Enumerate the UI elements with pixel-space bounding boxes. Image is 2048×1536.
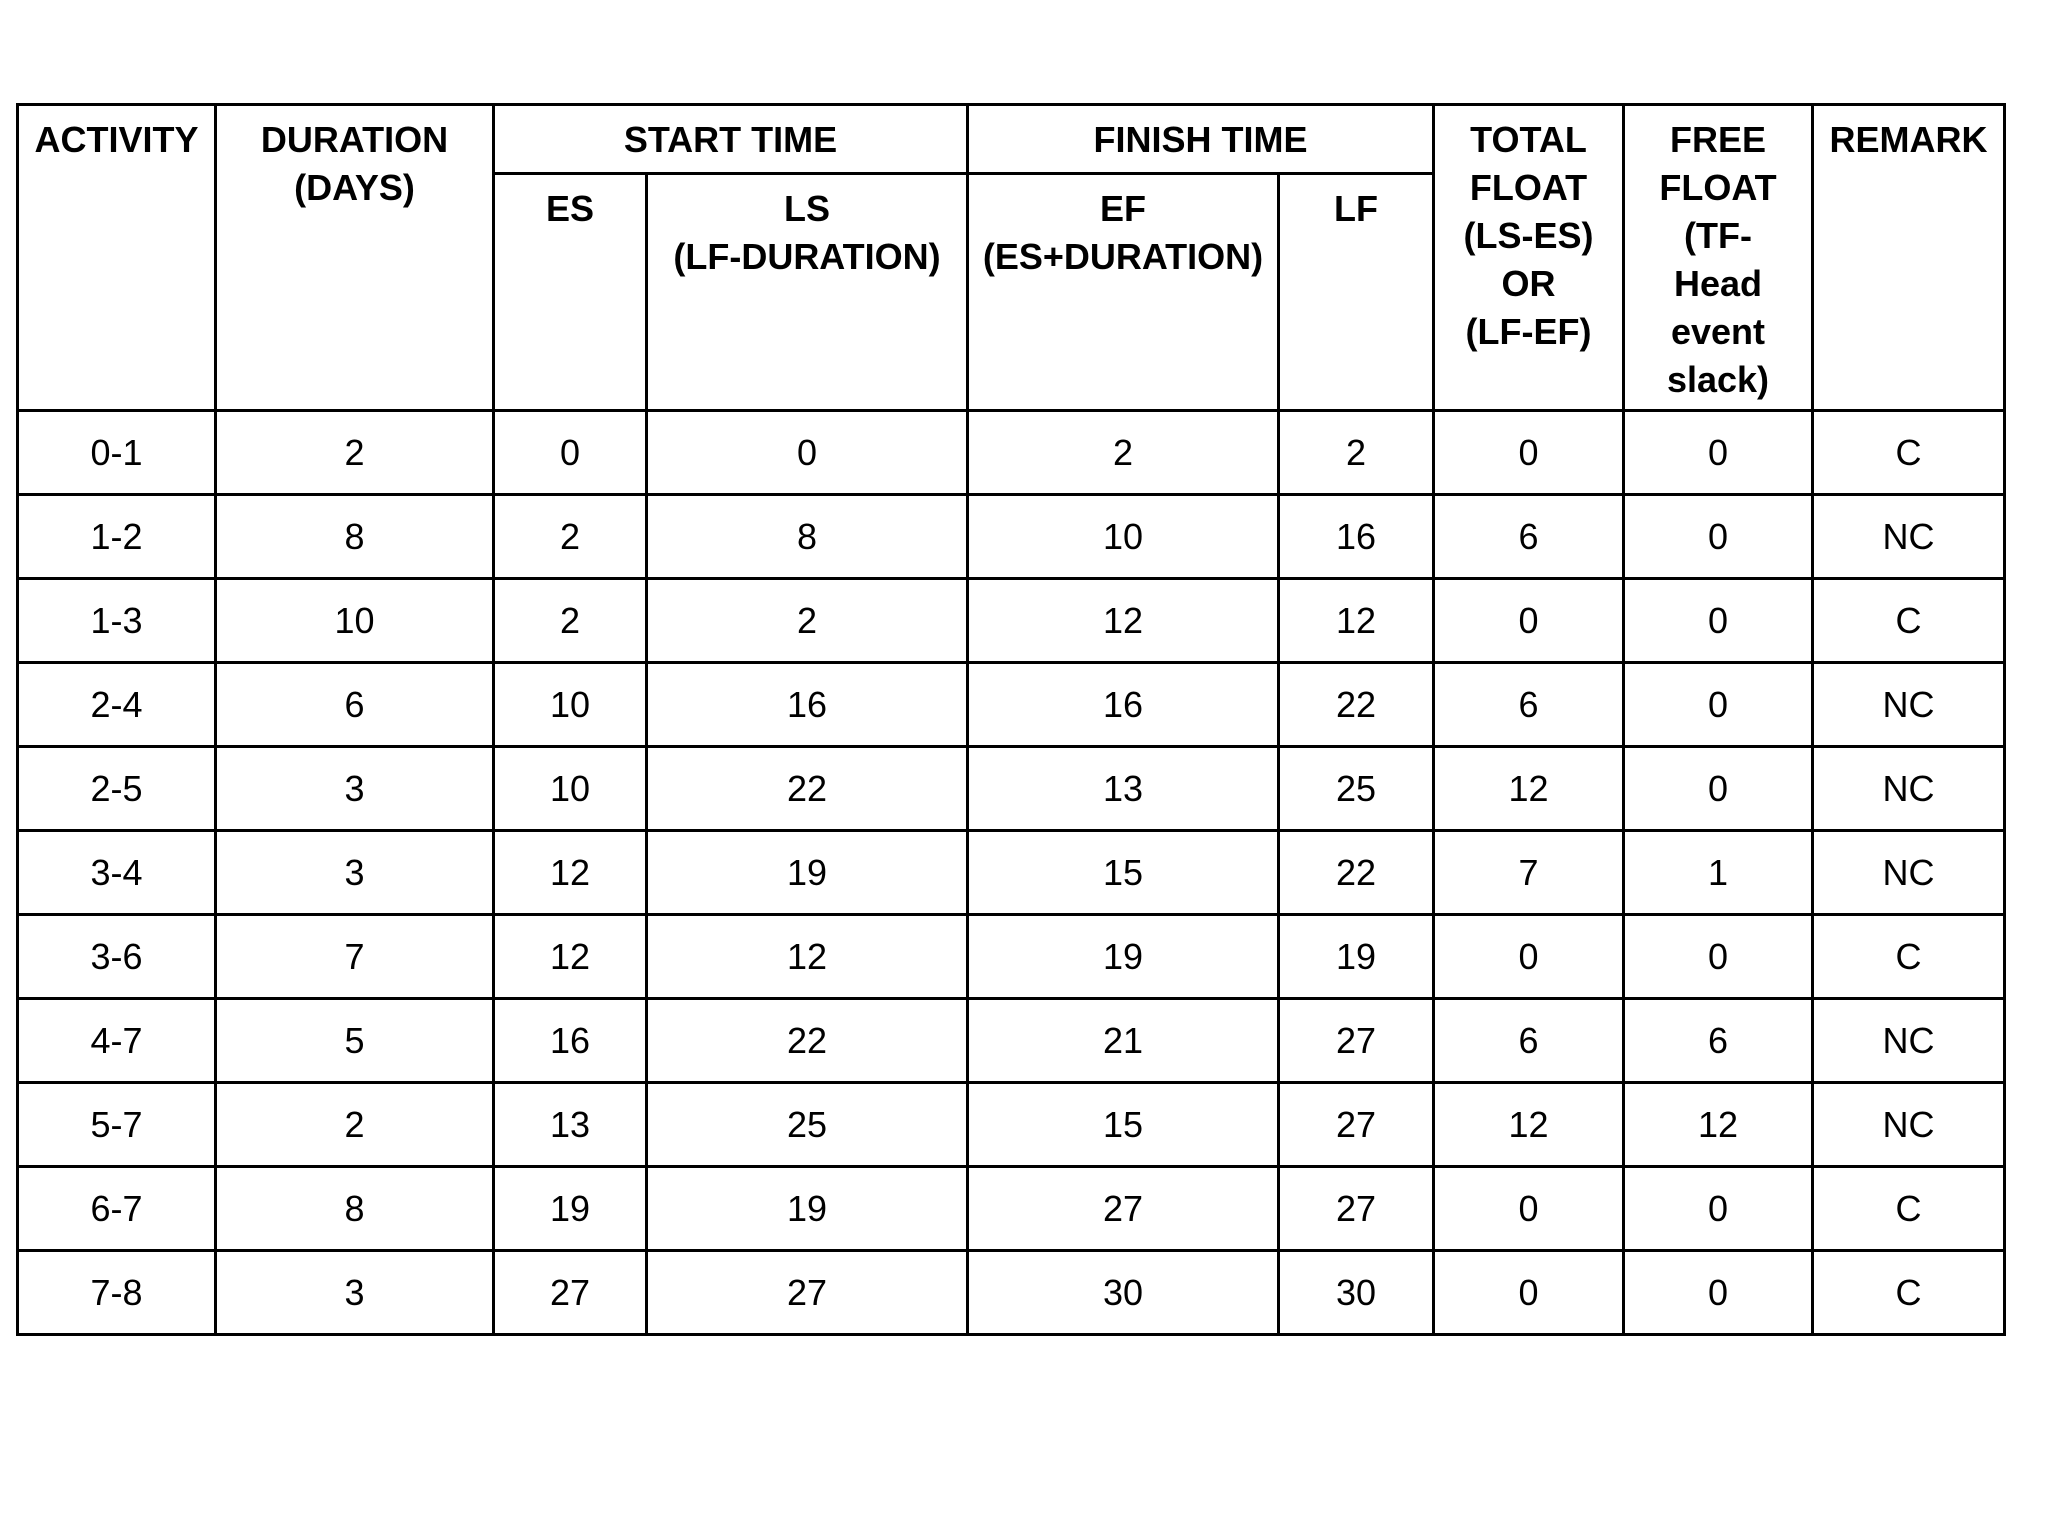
cell-remark: NC bbox=[1813, 999, 2005, 1083]
cell-remark: NC bbox=[1813, 1083, 2005, 1167]
cell-activity: 2-4 bbox=[18, 663, 216, 747]
header-duration: DURATION (DAYS) bbox=[216, 105, 494, 411]
cell-es: 10 bbox=[494, 663, 647, 747]
cell-ls: 19 bbox=[647, 1167, 968, 1251]
cell-free-float: 0 bbox=[1624, 411, 1813, 495]
cell-lf: 27 bbox=[1279, 1083, 1434, 1167]
table-row bbox=[18, 495, 2005, 579]
cell-activity: 2-5 bbox=[18, 747, 216, 831]
cell-lf: 16 bbox=[1279, 495, 1434, 579]
cell-activity: 3-4 bbox=[18, 831, 216, 915]
cell-es: 13 bbox=[494, 1083, 647, 1167]
cell-activity: 0-1 bbox=[18, 411, 216, 495]
cell-ls: 19 bbox=[647, 831, 968, 915]
table-row bbox=[18, 579, 2005, 663]
cell-ef: 13 bbox=[968, 747, 1279, 831]
cell-ef: 12 bbox=[968, 579, 1279, 663]
header-lf: LF bbox=[1279, 174, 1434, 411]
cell-ef: 2 bbox=[968, 411, 1279, 495]
cell-ls: 2 bbox=[647, 579, 968, 663]
cell-lf: 27 bbox=[1279, 1167, 1434, 1251]
cell-ef: 16 bbox=[968, 663, 1279, 747]
cell-activity: 5-7 bbox=[18, 1083, 216, 1167]
cell-ls: 16 bbox=[647, 663, 968, 747]
cell-lf: 25 bbox=[1279, 747, 1434, 831]
cell-remark: NC bbox=[1813, 663, 2005, 747]
cell-lf: 19 bbox=[1279, 915, 1434, 999]
cell-remark: C bbox=[1813, 915, 2005, 999]
cell-activity: 6-7 bbox=[18, 1167, 216, 1251]
cell-total-float: 0 bbox=[1434, 1251, 1624, 1335]
header-ef: EF (ES+DURATION) bbox=[968, 174, 1279, 411]
cell-duration: 3 bbox=[216, 747, 494, 831]
cell-ls: 0 bbox=[647, 411, 968, 495]
cell-activity: 4-7 bbox=[18, 999, 216, 1083]
cell-remark: C bbox=[1813, 1167, 2005, 1251]
cell-free-float: 0 bbox=[1624, 1251, 1813, 1335]
cell-remark: C bbox=[1813, 411, 2005, 495]
table-row bbox=[18, 1083, 2005, 1167]
cell-total-float: 6 bbox=[1434, 495, 1624, 579]
cell-ef: 30 bbox=[968, 1251, 1279, 1335]
table-row bbox=[18, 999, 2005, 1083]
cell-total-float: 12 bbox=[1434, 1083, 1624, 1167]
cell-lf: 22 bbox=[1279, 663, 1434, 747]
cell-duration: 3 bbox=[216, 831, 494, 915]
cell-es: 2 bbox=[494, 579, 647, 663]
header-activity: ACTIVITY bbox=[18, 105, 216, 411]
cell-ef: 27 bbox=[968, 1167, 1279, 1251]
cell-duration: 7 bbox=[216, 915, 494, 999]
header-ls: LS (LF-DURATION) bbox=[647, 174, 968, 411]
table-row bbox=[18, 1167, 2005, 1251]
header-es: ES bbox=[494, 174, 647, 411]
table-row bbox=[18, 1251, 2005, 1335]
table-body bbox=[18, 411, 2005, 1335]
cell-ef: 10 bbox=[968, 495, 1279, 579]
cell-total-float: 12 bbox=[1434, 747, 1624, 831]
cell-free-float: 0 bbox=[1624, 663, 1813, 747]
cell-free-float: 0 bbox=[1624, 579, 1813, 663]
table-row bbox=[18, 831, 2005, 915]
cell-es: 19 bbox=[494, 1167, 647, 1251]
header-total-float: TOTAL FLOAT (LS-ES) OR (LF-EF) bbox=[1434, 105, 1624, 411]
cell-lf: 22 bbox=[1279, 831, 1434, 915]
cell-activity: 3-6 bbox=[18, 915, 216, 999]
cell-es: 0 bbox=[494, 411, 647, 495]
header-finish-time: FINISH TIME bbox=[968, 105, 1434, 174]
cell-free-float: 1 bbox=[1624, 831, 1813, 915]
cell-es: 27 bbox=[494, 1251, 647, 1335]
cell-lf: 30 bbox=[1279, 1251, 1434, 1335]
cell-free-float: 0 bbox=[1624, 747, 1813, 831]
cell-ef: 19 bbox=[968, 915, 1279, 999]
cell-ef: 21 bbox=[968, 999, 1279, 1083]
cell-es: 10 bbox=[494, 747, 647, 831]
cell-activity: 1-2 bbox=[18, 495, 216, 579]
cell-remark: NC bbox=[1813, 495, 2005, 579]
cell-total-float: 0 bbox=[1434, 915, 1624, 999]
cell-free-float: 0 bbox=[1624, 495, 1813, 579]
table-row bbox=[18, 915, 2005, 999]
cell-ef: 15 bbox=[968, 831, 1279, 915]
header-row-primary bbox=[18, 105, 2005, 174]
cell-duration: 6 bbox=[216, 663, 494, 747]
table-row bbox=[18, 747, 2005, 831]
cell-ls: 12 bbox=[647, 915, 968, 999]
cell-duration: 10 bbox=[216, 579, 494, 663]
cell-total-float: 6 bbox=[1434, 999, 1624, 1083]
cell-total-float: 0 bbox=[1434, 411, 1624, 495]
cell-ls: 25 bbox=[647, 1083, 968, 1167]
header-remark: REMARK bbox=[1813, 105, 2005, 411]
cell-total-float: 0 bbox=[1434, 579, 1624, 663]
header-start-time: START TIME bbox=[494, 105, 968, 174]
header-free-float: FREE FLOAT (TF- Head event slack) bbox=[1624, 105, 1813, 411]
cell-duration: 5 bbox=[216, 999, 494, 1083]
cell-total-float: 0 bbox=[1434, 1167, 1624, 1251]
cell-lf: 27 bbox=[1279, 999, 1434, 1083]
cell-ef: 15 bbox=[968, 1083, 1279, 1167]
cell-es: 12 bbox=[494, 915, 647, 999]
cell-activity: 1-3 bbox=[18, 579, 216, 663]
cell-duration: 2 bbox=[216, 411, 494, 495]
cell-ls: 8 bbox=[647, 495, 968, 579]
cell-ls: 22 bbox=[647, 747, 968, 831]
cell-duration: 3 bbox=[216, 1251, 494, 1335]
table-header bbox=[18, 105, 2005, 411]
activity-float-table bbox=[16, 103, 2006, 1336]
cell-duration: 8 bbox=[216, 1167, 494, 1251]
cell-total-float: 6 bbox=[1434, 663, 1624, 747]
cell-lf: 12 bbox=[1279, 579, 1434, 663]
cell-remark: NC bbox=[1813, 831, 2005, 915]
cell-remark: C bbox=[1813, 1251, 2005, 1335]
cell-lf: 2 bbox=[1279, 411, 1434, 495]
cell-ls: 27 bbox=[647, 1251, 968, 1335]
cell-duration: 8 bbox=[216, 495, 494, 579]
cell-duration: 2 bbox=[216, 1083, 494, 1167]
cell-activity: 7-8 bbox=[18, 1251, 216, 1335]
cell-remark: C bbox=[1813, 579, 2005, 663]
cell-remark: NC bbox=[1813, 747, 2005, 831]
cell-es: 2 bbox=[494, 495, 647, 579]
table-row bbox=[18, 663, 2005, 747]
cell-free-float: 0 bbox=[1624, 1167, 1813, 1251]
cell-es: 16 bbox=[494, 999, 647, 1083]
cell-free-float: 0 bbox=[1624, 915, 1813, 999]
cell-free-float: 12 bbox=[1624, 1083, 1813, 1167]
cell-es: 12 bbox=[494, 831, 647, 915]
cell-ls: 22 bbox=[647, 999, 968, 1083]
table-row bbox=[18, 411, 2005, 495]
cell-free-float: 6 bbox=[1624, 999, 1813, 1083]
cell-total-float: 7 bbox=[1434, 831, 1624, 915]
